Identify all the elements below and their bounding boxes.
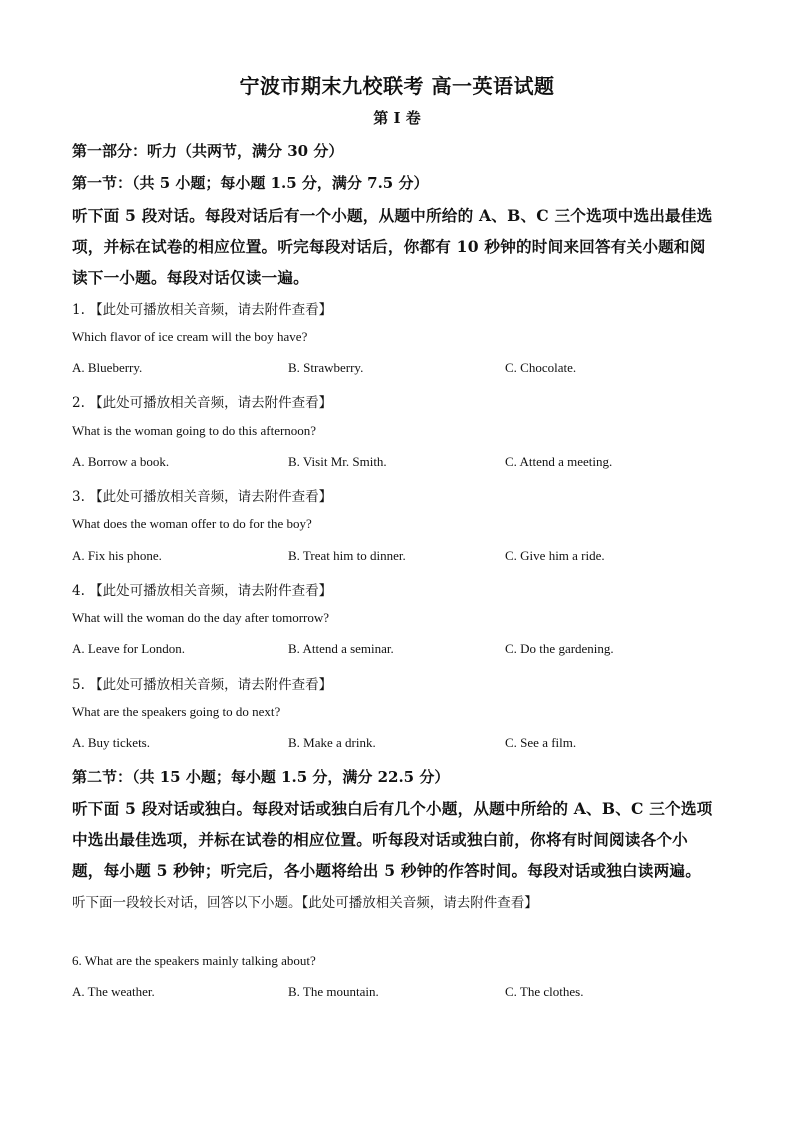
question-2-text: What is the woman going to do this afternoon? — [72, 423, 317, 438]
audio-placeholder-5[interactable]: 5. 【此处可播放相关音频，请去附件查看】 — [72, 677, 333, 693]
question-3-option-b: B. Treat him to dinner. — [288, 548, 406, 563]
question-1-option-a: A. Blueberry. — [72, 360, 143, 375]
question-3-option-c: C. Give him a ride. — [505, 548, 605, 563]
section1-heading: 第一节：（共 5 小题；每小题 1.5 分，满分 7.5 分） — [72, 174, 429, 192]
section2-instruction-line: 听下面 5 段对话或独白。每段对话或独白后有几个小题，从题中所给的 A、B、C 三个选项 — [72, 799, 713, 818]
question-6-option-a: A. The weather. — [72, 984, 155, 999]
question-2-option-c: C. Attend a meeting. — [505, 454, 613, 469]
section2-heading: 第二节：（共 15 小题；每小题 1.5 分，满分 22.5 分） — [72, 768, 450, 786]
audio-placeholder-4[interactable]: 4. 【此处可播放相关音频，请去附件查看】 — [72, 583, 333, 599]
question-3-option-a: A. Fix his phone. — [72, 548, 162, 563]
part1-heading: 第一部分：听力（共两节，满分 30 分） — [72, 142, 344, 160]
question-5-option-b: B. Make a drink. — [288, 735, 376, 750]
question-5-option-c: C. See a film. — [505, 735, 577, 750]
question-1-option-b: B. Strawberry. — [288, 360, 364, 375]
section1-instruction-line: 项，并标在试卷的相应位置。听完每段对话后，你都有 10 秒钟的时间来回答有关小题和阅 — [72, 237, 706, 256]
question-6-option-c: C. The clothes. — [505, 984, 584, 999]
question-4-option-a: A. Leave for London. — [72, 641, 185, 656]
question-5-option-a: A. Buy tickets. — [72, 735, 150, 750]
question-1-option-c: C. Chocolate. — [505, 360, 577, 375]
section1-instruction-line: 读下一小题。每段对话仅读一遍。 — [72, 268, 309, 287]
audio-placeholder-2[interactable]: 2. 【此处可播放相关音频，请去附件查看】 — [72, 395, 333, 411]
question-2-option-b: B. Visit Mr. Smith. — [288, 454, 387, 469]
section2-audio-note[interactable]: 听下面一段较长对话，回答以下小题。【此处可播放相关音频，请去附件查看】 — [72, 895, 538, 911]
exam-title: 宁波市期末九校联考 高一英语试题 — [239, 74, 555, 98]
question-4-option-b: B. Attend a seminar. — [288, 641, 394, 656]
volume-label: 第 I 卷 — [373, 109, 421, 127]
question-6-text: 6. What are the speakers mainly talking about? — [72, 953, 316, 968]
question-4-option-c: C. Do the gardening. — [505, 641, 614, 656]
audio-placeholder-3[interactable]: 3. 【此处可播放相关音频，请去附件查看】 — [72, 489, 333, 505]
question-1-text: Which flavor of ice cream will the boy have? — [72, 329, 308, 344]
question-5-text: What are the speakers going to do next? — [72, 704, 281, 719]
question-2-option-a: A. Borrow a book. — [72, 454, 170, 469]
section1-instruction-line: 听下面 5 段对话。每段对话后有一个小题，从题中所给的 A、B、C 三个选项中选出最佳选 — [72, 206, 713, 225]
section2-instruction-line: 题，每小题 5 秒钟；听完后，各小题将给出 5 秒钟的作答时间。每段对话或独白读两遍。 — [72, 861, 701, 880]
question-3-text: What does the woman offer to do for the boy? — [72, 516, 312, 531]
audio-placeholder-1[interactable]: 1. 【此处可播放相关音频，请去附件查看】 — [72, 302, 333, 318]
section2-instruction-line: 中选出最佳选项，并标在试卷的相应位置。听每段对话或独白前，你将有时间阅读各个小 — [72, 830, 688, 849]
question-4-text: What will the woman do the day after tomorrow? — [72, 610, 330, 625]
question-6-option-b: B. The mountain. — [288, 984, 379, 999]
